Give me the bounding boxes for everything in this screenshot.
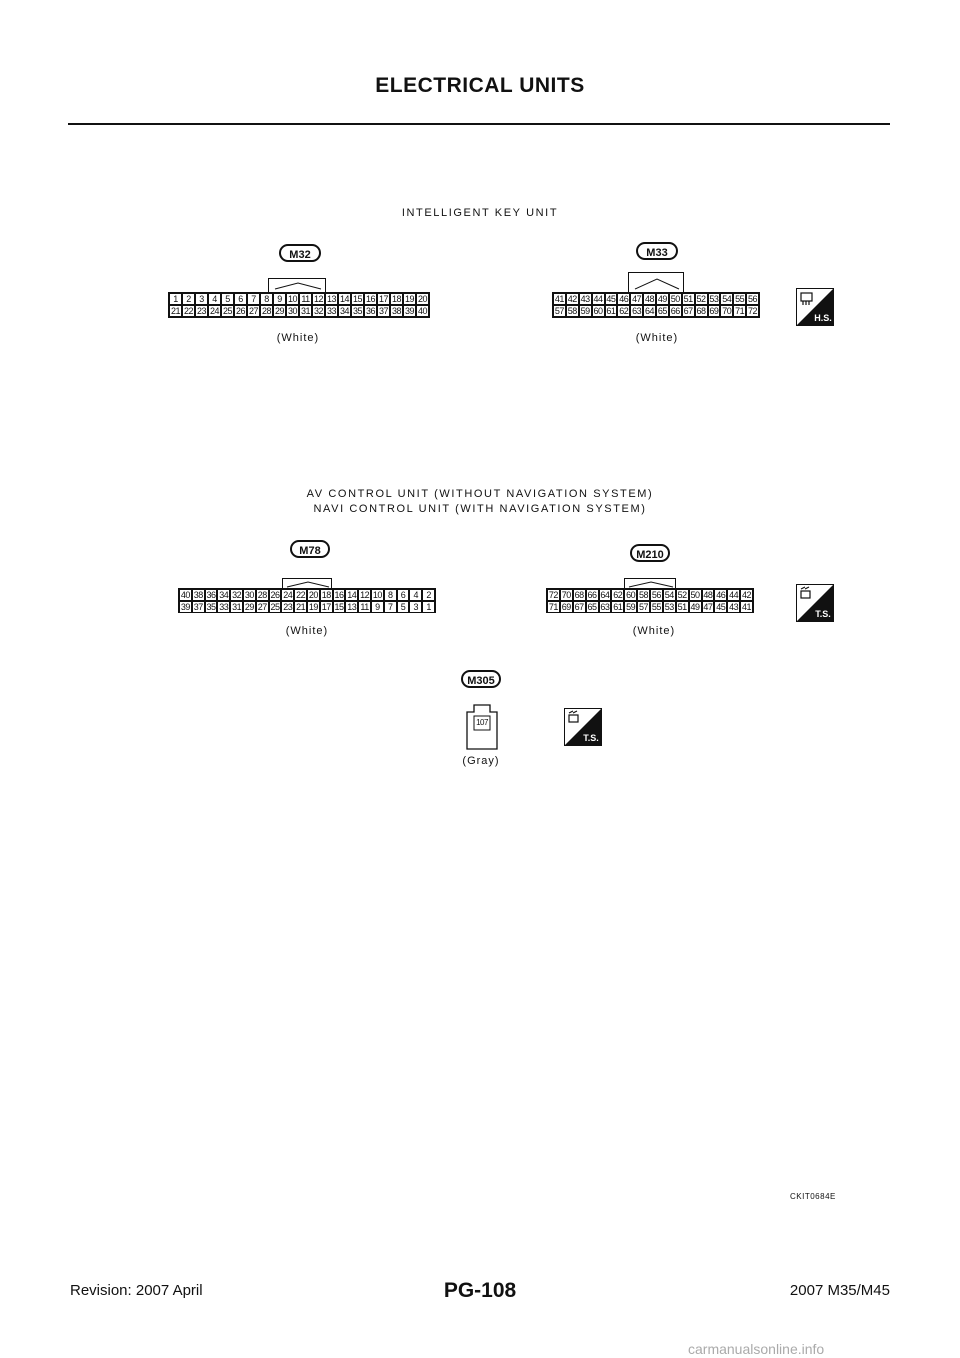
connector-m305 (466, 704, 498, 755)
connector-terminal: 54 (722, 294, 732, 304)
connector-terminal: 11 (358, 601, 371, 613)
connector-terminal-grid (178, 588, 436, 613)
connector-terminal: 26 (235, 306, 245, 316)
connector-terminal: 70 (561, 590, 571, 600)
connector-terminal: 2 (422, 589, 435, 601)
connector-color-m210: (White) (632, 625, 676, 637)
connector-terminal-grid (552, 292, 760, 318)
connector-terminal: 8 (260, 293, 273, 305)
connector-terminal: 2 (182, 293, 195, 305)
connector-terminal: 45 (716, 602, 726, 612)
connector-terminal: 63 (600, 602, 610, 612)
connector-terminal: 34 (219, 590, 229, 600)
connector-terminal: 4 (409, 589, 422, 601)
connector-terminal: 57 (639, 602, 649, 612)
connector-terminal: 8 (384, 589, 397, 601)
connector-terminal: 18 (321, 590, 331, 600)
connector-terminal: 44 (729, 590, 739, 600)
connector-terminal: 36 (206, 590, 216, 600)
connector-terminal: 10 (287, 294, 297, 304)
connector-terminal: 68 (696, 306, 706, 316)
connector-terminal-grid (546, 588, 754, 613)
connector-terminal: 55 (735, 294, 745, 304)
connector-terminal: 20 (308, 590, 318, 600)
section-title-intelligent-key: INTELLIGENT KEY UNIT (401, 207, 559, 219)
connector-terminal: 40 (417, 306, 427, 316)
connector-terminal: 58 (639, 590, 649, 600)
connector-terminal: 48 (645, 294, 655, 304)
connector-terminal: 9 (371, 601, 384, 613)
connector-terminal: 47 (632, 294, 642, 304)
connector-terminal: 19 (308, 602, 318, 612)
connector-tag-m210: M210 (630, 544, 670, 562)
connector-terminal: 35 (206, 602, 216, 612)
connector-terminal: 45 (606, 294, 616, 304)
connector-terminal: 60 (626, 590, 636, 600)
connector-terminal: 38 (391, 306, 401, 316)
connector-terminal: 39 (180, 602, 190, 612)
connector-terminal: 57 (554, 306, 564, 316)
connector-terminal: 21 (296, 602, 306, 612)
connector-terminal: 59 (580, 306, 590, 316)
connector-terminal: 25 (222, 306, 232, 316)
watermark: carmanualsonline.info (688, 1341, 825, 1357)
connector-terminal: 3 (409, 601, 422, 613)
connector-terminal: 6 (397, 589, 410, 601)
connector-terminal: 30 (244, 590, 254, 600)
connector-m32 (168, 292, 430, 318)
connector-terminal: 5 (397, 601, 410, 613)
connector-terminal: 35 (352, 306, 362, 316)
connector-terminal: 14 (339, 294, 349, 304)
connector-color-m305: (Gray) (462, 755, 500, 767)
connector-terminal: 62 (619, 306, 629, 316)
connector-terminal: 12 (313, 294, 323, 304)
connector-terminal: 55 (651, 602, 661, 612)
connector-terminal: 15 (352, 294, 362, 304)
connector-terminal: 31 (232, 602, 242, 612)
connector-terminal: 22 (296, 590, 306, 600)
connector-terminal: 69 (709, 306, 719, 316)
connector-lock-tab (268, 278, 326, 292)
connector-terminal: 33 (326, 306, 336, 316)
connector-terminal: 51 (683, 294, 693, 304)
connector-terminal: 46 (716, 590, 726, 600)
connector-terminal: 12 (360, 590, 370, 600)
connector-terminal: 13 (326, 294, 336, 304)
connector-terminal: 27 (248, 306, 258, 316)
connector-terminal: 1 (422, 601, 435, 613)
connector-terminal: 107 (476, 718, 488, 727)
connector-terminal: 59 (626, 602, 636, 612)
connector-terminal: 7 (247, 293, 260, 305)
connector-tag-m32: M32 (279, 244, 321, 262)
connector-lock-tab (282, 578, 332, 588)
connector-m78 (178, 588, 436, 613)
connector-terminal: 64 (600, 590, 610, 600)
connector-terminal: 19 (404, 294, 414, 304)
connector-terminal: 20 (417, 294, 427, 304)
connector-terminal: 28 (257, 590, 267, 600)
connector-terminal: 58 (567, 306, 577, 316)
connector-terminal: 69 (561, 602, 571, 612)
connector-terminal: 15 (334, 602, 344, 612)
header-divider (68, 123, 890, 125)
connector-terminal: 52 (677, 590, 687, 600)
connector-terminal: 1 (169, 293, 182, 305)
terminal-side-icon (796, 584, 834, 627)
connector-terminal: 30 (287, 306, 297, 316)
connector-terminal: 71 (548, 602, 558, 612)
connector-terminal: 41 (742, 602, 752, 612)
page-title: ELECTRICAL UNITS (375, 74, 585, 97)
connector-lock-tab (628, 272, 684, 292)
connector-terminal: 63 (632, 306, 642, 316)
connector-terminal: 56 (651, 590, 661, 600)
icon-label: T.S. (583, 733, 599, 743)
harness-side-icon (796, 288, 834, 331)
connector-terminal: 33 (219, 602, 229, 612)
connector-terminal: 66 (670, 306, 680, 316)
connector-terminal: 49 (657, 294, 667, 304)
connector-terminal: 10 (372, 590, 382, 600)
connector-terminal: 6 (234, 293, 247, 305)
connector-terminal: 42 (567, 294, 577, 304)
icon-label: H.S. (814, 313, 832, 323)
connector-terminal: 25 (270, 602, 280, 612)
connector-color-m33: (White) (635, 332, 679, 344)
connector-terminal: 52 (696, 294, 706, 304)
connector-terminal: 43 (729, 602, 739, 612)
connector-color-m78: (White) (285, 625, 329, 637)
connector-terminal: 56 (748, 294, 758, 304)
connector-terminal: 38 (193, 590, 203, 600)
connector-terminal: 53 (664, 602, 674, 612)
connector-terminal: 37 (378, 306, 388, 316)
connector-terminal: 29 (244, 602, 254, 612)
connector-terminal: 13 (347, 602, 357, 612)
connector-terminal: 34 (339, 306, 349, 316)
section-title-navi-control: NAVI CONTROL UNIT (WITH NAVIGATION SYSTEM) (313, 503, 647, 515)
terminal-side-icon (564, 708, 602, 751)
connector-terminal: 68 (574, 590, 584, 600)
connector-terminal: 16 (365, 294, 375, 304)
connector-terminal: 28 (261, 306, 271, 316)
connector-terminal: 66 (587, 590, 597, 600)
connector-terminal: 37 (193, 602, 203, 612)
connector-terminal: 72 (548, 590, 558, 600)
connector-terminal: 65 (657, 306, 667, 316)
connector-terminal: 41 (554, 294, 564, 304)
connector-terminal: 70 (722, 306, 732, 316)
connector-terminal: 44 (593, 294, 603, 304)
connector-terminal: 64 (645, 306, 655, 316)
connector-terminal: 71 (735, 306, 745, 316)
connector-terminal: 22 (183, 306, 193, 316)
section-title-av-control: AV CONTROL UNIT (WITHOUT NAVIGATION SYSTEM) (306, 488, 654, 500)
connector-terminal: 17 (378, 294, 388, 304)
connector-terminal: 40 (180, 590, 190, 600)
connector-terminal: 60 (593, 306, 603, 316)
connector-terminal: 50 (690, 590, 700, 600)
connector-tag-m33: M33 (636, 242, 678, 260)
footer-page-number: PG-108 (443, 1279, 517, 1302)
footer-revision: Revision: 2007 April (70, 1282, 203, 1299)
connector-terminal: 67 (574, 602, 584, 612)
connector-terminal: 65 (587, 602, 597, 612)
connector-color-m32: (White) (276, 332, 320, 344)
connector-terminal: 17 (321, 602, 331, 612)
connector-terminal: 32 (232, 590, 242, 600)
connector-terminal: 31 (300, 306, 310, 316)
connector-terminal: 50 (670, 294, 680, 304)
connector-terminal: 62 (613, 590, 623, 600)
connector-terminal: 11 (299, 293, 312, 305)
connector-terminal-grid (168, 292, 430, 318)
connector-terminal: 24 (209, 306, 219, 316)
connector-lock-tab (624, 578, 676, 588)
connector-terminal: 26 (270, 590, 280, 600)
connector-terminal: 72 (748, 306, 758, 316)
connector-terminal: 47 (703, 602, 713, 612)
connector-terminal: 23 (283, 602, 293, 612)
connector-terminal: 39 (404, 306, 414, 316)
connector-terminal: 54 (664, 590, 674, 600)
connector-m210 (546, 588, 754, 613)
connector-terminal: 4 (208, 293, 221, 305)
connector-terminal: 51 (677, 602, 687, 612)
connector-terminal: 46 (619, 294, 629, 304)
footer-model: 2007 M35/M45 (789, 1282, 890, 1299)
connector-terminal: 24 (283, 590, 293, 600)
icon-label: T.S. (815, 609, 831, 619)
connector-terminal: 36 (365, 306, 375, 316)
connector-terminal: 42 (742, 590, 752, 600)
connector-terminal: 27 (257, 602, 267, 612)
connector-terminal: 67 (683, 306, 693, 316)
connector-terminal: 53 (709, 294, 719, 304)
connector-terminal: 21 (170, 306, 180, 316)
connector-terminal: 23 (196, 306, 206, 316)
connector-terminal: 7 (384, 601, 397, 613)
connector-m33 (552, 292, 760, 318)
connector-terminal: 29 (274, 306, 284, 316)
connector-tag-m305: M305 (461, 670, 501, 688)
connector-terminal: 61 (606, 306, 616, 316)
connector-terminal: 3 (195, 293, 208, 305)
connector-terminal: 18 (391, 294, 401, 304)
connector-terminal: 9 (273, 293, 286, 305)
connector-terminal: 48 (703, 590, 713, 600)
figure-code: CKIT0684E (790, 1192, 836, 1201)
connector-terminal: 14 (347, 590, 357, 600)
connector-terminal: 5 (221, 293, 234, 305)
connector-terminal: 49 (690, 602, 700, 612)
connector-terminal: 16 (334, 590, 344, 600)
connector-terminal: 43 (580, 294, 590, 304)
connector-terminal: 61 (613, 602, 623, 612)
connector-terminal: 32 (313, 306, 323, 316)
connector-tag-m78: M78 (290, 540, 330, 558)
